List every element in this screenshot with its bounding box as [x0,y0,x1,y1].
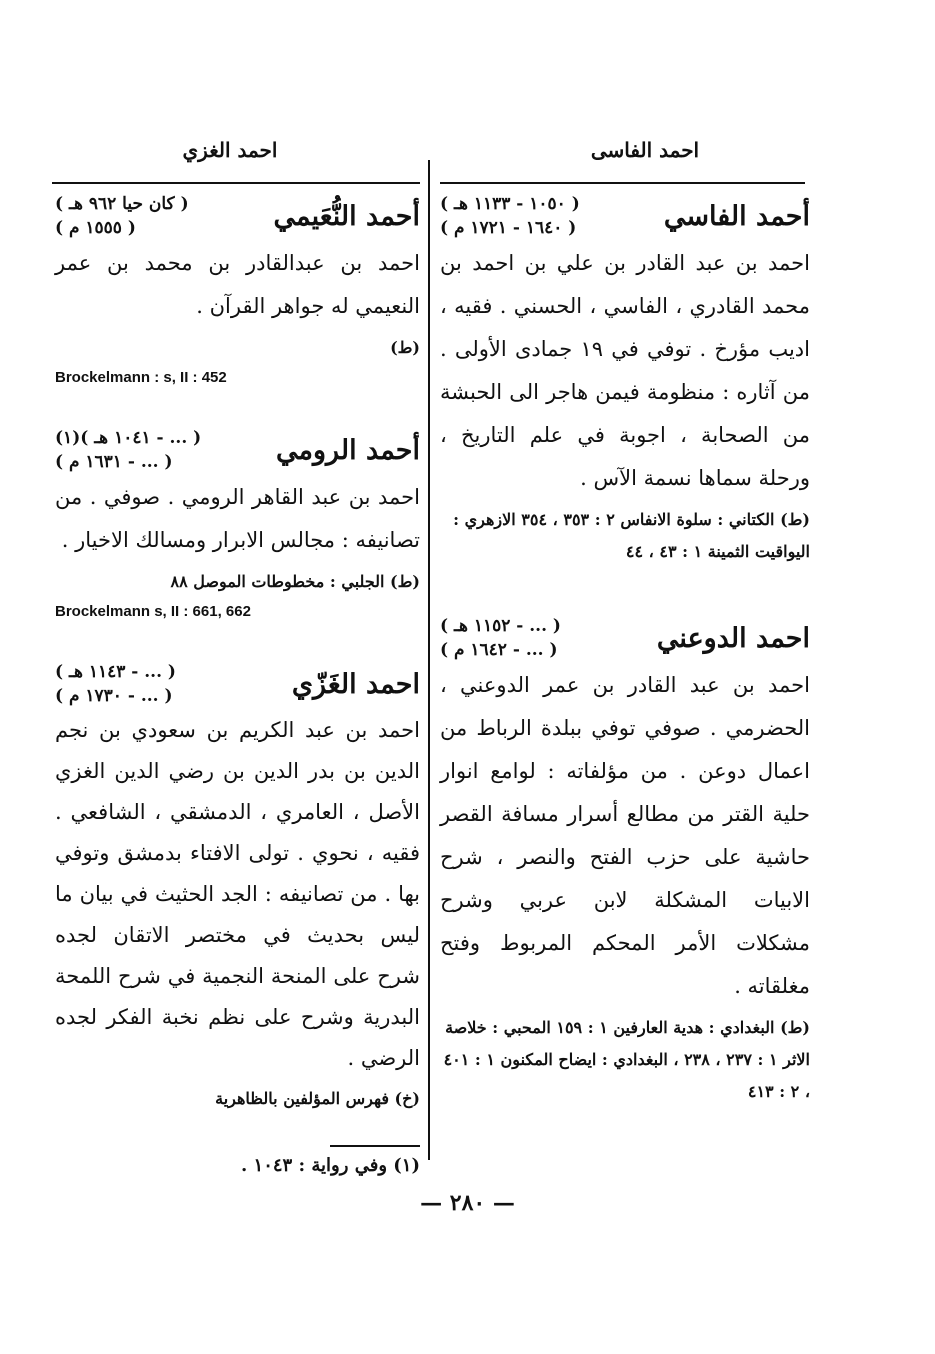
entry-source: (ط) الجلبي : مخطوطات الموصل ٨٨ [170,572,420,591]
entry-body: احمد بن عبد القادر بن عمر الدوعني ، الحضرمي . صوفي توفي ببلدة الرباط من اعمال دوعن . من مؤلفاته : لوامع انوار حلية القتر من مطالع أسرار مسافة القصر حاشية على حزب الفتح والنصر ، شرح الابيات المشكلة لابن عربي وشرح مشكلات الأمر المحكم المربوط وفتح مغلقاته . [440,673,810,998]
entry-latin-reference: Brockelmann s, II : 661, 662 [55,603,251,620]
entry-dates [440,614,561,662]
entry-head [55,192,420,240]
entry-dates [55,192,189,240]
hijri-dates: ( كان حيا ٩٦٢ هـ ) [55,194,189,214]
hijri-dates: ( ... - ١٠٤١ هـ )(١) [55,428,202,448]
entry-dates [440,192,580,240]
hijri-dates: ( ... - ١١٥٢ هـ ) [440,616,561,636]
hijri-dates: ( ... - ١١٤٣ هـ ) [55,662,176,682]
entry-dates [55,426,201,474]
column-divider [428,160,430,1160]
left-column-header: احمد الغزي [182,138,278,162]
entry-name: احمد الغَزّي [291,668,420,700]
entry-source: (ط) البغدادي : هدية العارفين ١ : ١٥٩ المحبي : خلاصة الاثر ١ : ٢٣٧ ، ٢٣٨ ، البغدادي : ايضاح المكنون ١ : ٤٠١ ، ٢ : ٤١٣ [443,1018,810,1101]
entry-head [440,192,810,240]
entry-dates [55,660,176,708]
gregorian-dates: ( ... - ١٦٤٢ م ) [440,640,558,660]
right-column-header: احمد الفاسی [590,138,700,162]
gregorian-dates: ( ١٦٤٠ - ١٧٢١ م ) [440,218,577,238]
left-column [55,192,420,1149]
entry-name: أحمد الفاسي [663,200,810,232]
gregorian-dates: ( ... - ١٦٣١ م ) [55,452,173,472]
entry-rumi [55,426,420,626]
entry-fasi [440,192,810,568]
entry-name: أحمد النُّعَيمي [273,200,420,232]
entry-nuaymi [55,192,420,392]
entry-source: (ط) الكتاني : سلوة الانفاس ٢ : ٣٥٣ ، ٣٥٤ الازهري : اليواقيت الثمينة ١ : ٤٣ ، ٤٤ [453,510,810,561]
entry-ghazzi [55,660,420,1115]
right-column [440,192,810,1142]
entry-head [440,614,810,662]
entry-source: (خ) فهرس المؤلفين بالظاهرية [215,1089,420,1108]
entry-latin-reference: Brockelmann : s, II : 452 [55,369,227,386]
footnote: (١) وفي رواية : ١٠٤٣ . [241,1155,420,1176]
entry-name: احمد الدوعني [656,622,810,654]
entry-source: (ط) [390,338,420,357]
page-number: — ٢٨٠ — [420,1190,515,1216]
header-rule-left [52,182,420,184]
entry-body: احمد بن عبد الكريم بن سعودي بن نجم الدين بن بدر الدين بن رضي الدين الغزي الأصل ، العامري ، الدمشقي ، الشافعي . فقيه ، نحوي . تولى الافتاء بدمشق وتوفي بها . من تصانيفه : الجد الحثيث في بيان ما ليس بحديث في مختصر الاتقان لجده شرح على المنحة النجمية في شرح اللمحة البدرية وشرح على نظم نخبة الفكر لجده الرضي . [55,718,420,1070]
entry-name: أحمد الرومي [275,434,420,466]
hijri-dates: ( ١٠٥٠ - ١١٣٣ هـ ) [440,194,580,214]
header-rule-right [440,182,805,184]
entry-head [55,426,420,474]
entry-head [55,660,420,708]
entry-dawani [440,614,810,1108]
entry-body: احمد بن عبد القاهر الرومي . صوفي . من تصانيفه : مجالس الابرار ومسالك الاخيار . [55,485,420,552]
gregorian-dates: ( ١٥٥٥ م ) [55,218,136,238]
gregorian-dates: ( ... - ١٧٣٠ م ) [55,686,173,706]
entry-body: احمد بن عبد القادر بن علي بن احمد بن محمد القادري ، الفاسي ، الحسني . فقيه ، اديب مؤرخ . توفي في ١٩ جمادى الأولى . من آثاره : منظومة فيمن هاجر الى الحبشة من الصحابة ، اجوبة في علم التاريخ ، ورحلة سماها نسمة الآس . [440,251,810,490]
entry-body: احمد بن عبدالقادر بن محمد بن عمر النعيمي له جواهر القرآن . [55,251,420,318]
